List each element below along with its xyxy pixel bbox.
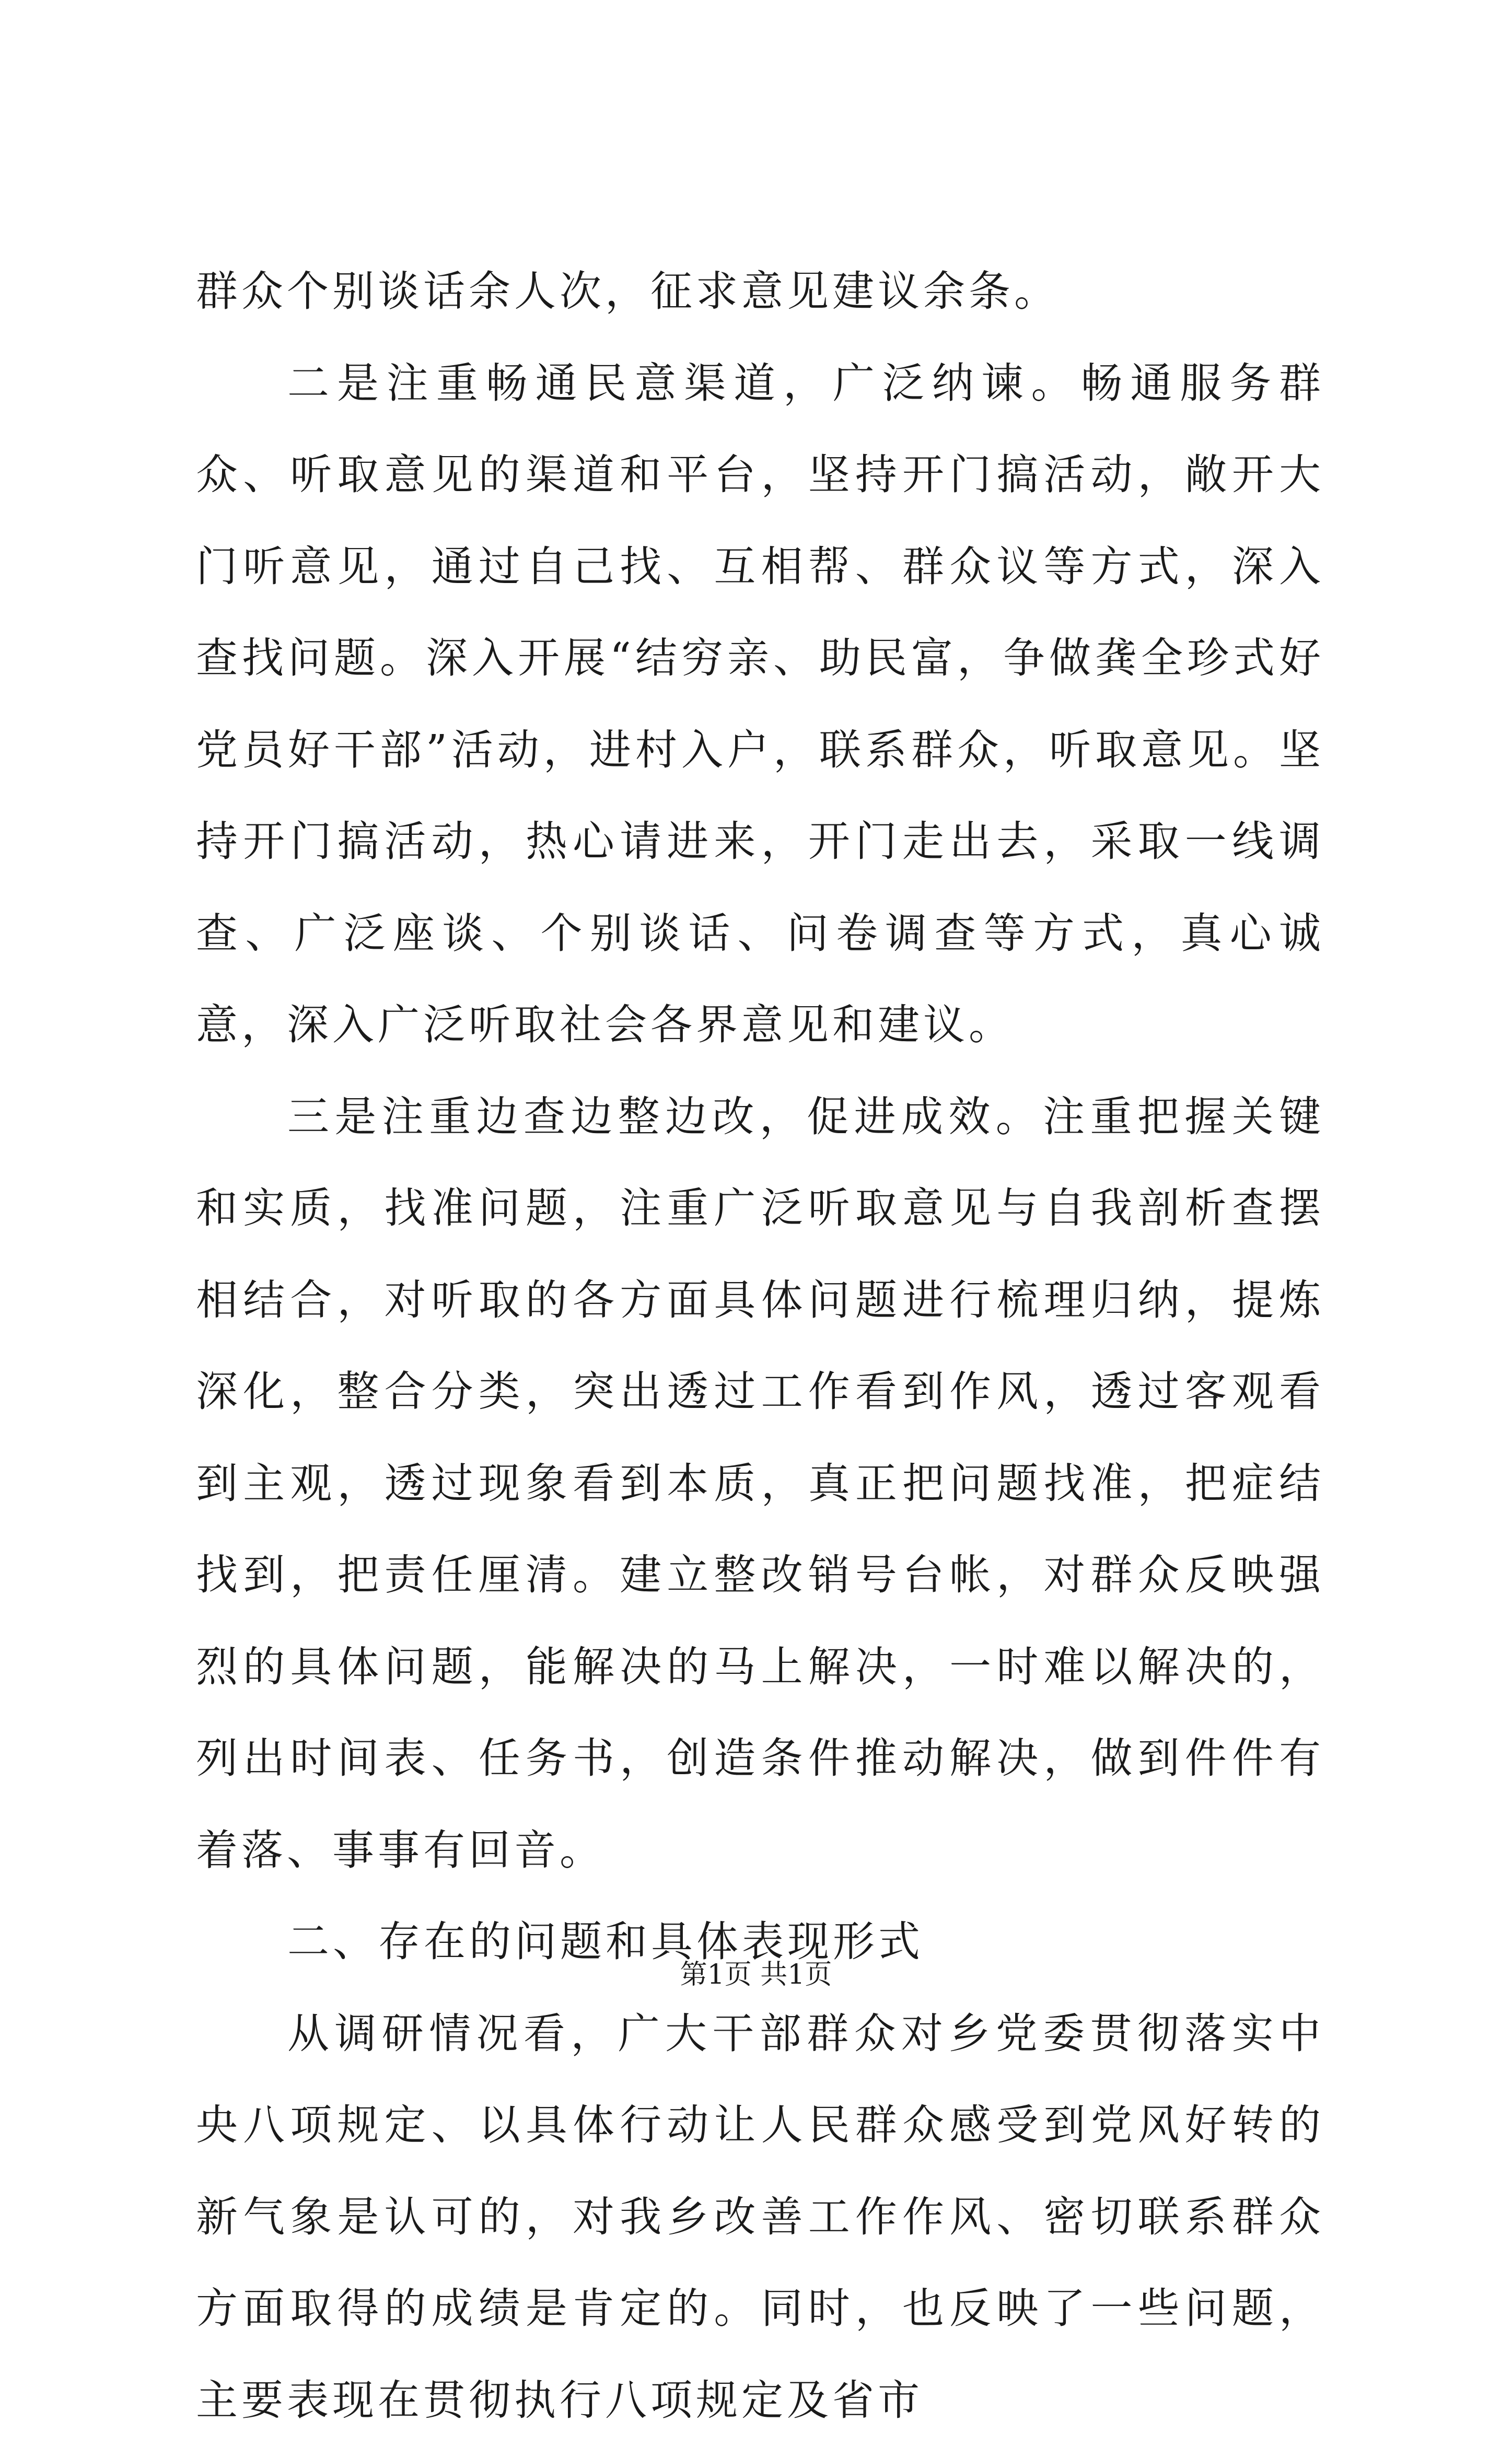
section-heading-problems: 二、存在的问题和具体表现形式 bbox=[196, 1896, 1324, 1988]
page-footer: 第1页 共1页 bbox=[0, 1956, 1512, 1993]
paragraph-channels: 二是注重畅通民意渠道，广泛纳谏。畅通服务群众、听取意见的渠道和平台，坚持开门搞活动，敞开大门听意见，通过自己找、互相帮、群众议等方式，深入查找问题。深入开展“结穷亲、助民富，争做龚全珍式好党员好干部”活动，进村入户，联系群众，听取意见。坚持开门搞活动，热心请进来，开门走出去，采取一线调查、广泛座谈、个别谈话、问卷调查等方式，真心诚意，深入广泛听取社会各界意见和建议。 bbox=[196, 337, 1324, 1071]
paragraph-rectification: 三是注重边查边整边改，促进成效。注重把握关键和实质，找准问题，注重广泛听取意见与自我剖析查摆相结合，对听取的各方面具体问题进行梳理归纳，提炼深化，整合分类，突出透过工作看到作风，透过客观看到主观，透过现象看到本质，真正把问题找准，把症结找到，把责任厘清。建立整改销号台帐，对群众反映强烈的具体问题，能解决的马上解决，一时难以解决的，列出时间表、任务书，创造条件推动解决，做到件件有着落、事事有回音。 bbox=[196, 1071, 1324, 1896]
paragraph-continuation: 群众个别谈话余人次，征求意见建议余条。 bbox=[196, 246, 1324, 337]
document-body bbox=[196, 246, 1324, 2446]
paragraph-survey: 从调研情况看，广大干部群众对乡党委贯彻落实中央八项规定、以具体行动让人民群众感受到党风好转的新气象是认可的，对我乡改善工作作风、密切联系群众方面取得的成绩是肯定的。同时，也反映了一些问题，主要表现在贯彻执行八项规定及省市 bbox=[196, 1988, 1324, 2446]
